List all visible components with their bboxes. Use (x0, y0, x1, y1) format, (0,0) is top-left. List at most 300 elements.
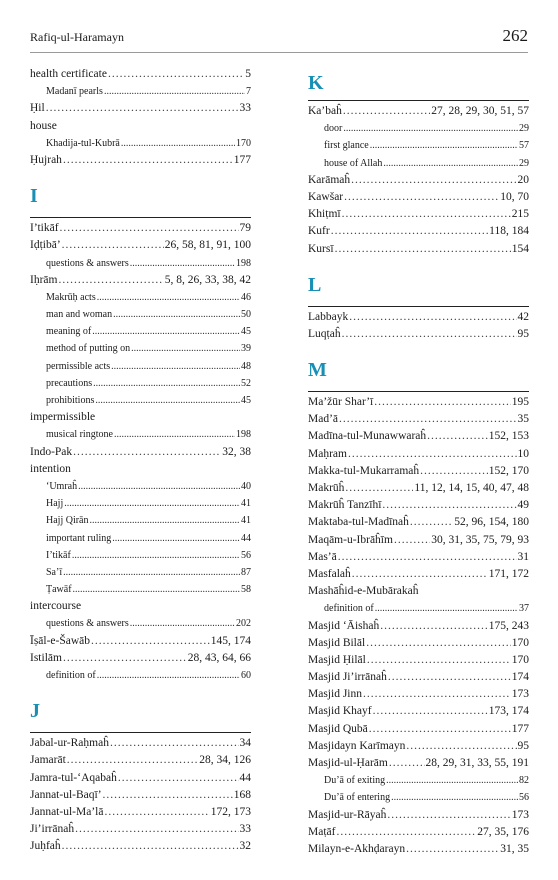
index-entry (30, 650, 251, 667)
index-entry (308, 755, 529, 772)
dot-leader (62, 838, 239, 855)
index-entry (308, 824, 529, 841)
page-references: 60 (241, 670, 251, 681)
index-entry (30, 787, 251, 804)
dot-leader (64, 495, 240, 512)
page-references: 45 (241, 395, 251, 406)
page-references: 28, 34, 126 (199, 754, 251, 767)
index-subentry (308, 155, 529, 172)
page-references: 170 (236, 137, 251, 149)
index-term: Du’ā of exiting (324, 775, 386, 787)
index-term: Du’ā of entering (324, 792, 391, 804)
dot-leader (63, 650, 187, 667)
page-references: 10, 70 (500, 190, 529, 203)
page-references: 152, 170 (488, 464, 529, 477)
index-term: Masjid Bilāl (308, 636, 366, 649)
section-rule (30, 732, 251, 733)
index-term: Ṭawāf (46, 584, 72, 596)
dot-leader (112, 530, 240, 547)
dot-leader (67, 752, 198, 769)
page-references: 41 (241, 498, 251, 510)
dot-leader (104, 804, 209, 821)
index-term: Jannat-ul-Ma’lā (30, 805, 104, 818)
dot-leader (349, 309, 516, 326)
page-references: 177 (511, 722, 529, 735)
index-subentry (30, 530, 251, 547)
index-term: Hajj (46, 498, 64, 510)
index-entry (308, 172, 529, 189)
page-references: 50 (241, 309, 251, 321)
page-references: 29 (519, 157, 529, 169)
index-entry (308, 241, 529, 258)
page-references: 52, 96, 154, 180 (454, 516, 529, 529)
dot-leader (60, 220, 239, 237)
index-term: Masjid Jinn (308, 688, 362, 701)
index-entry (308, 189, 529, 206)
index-term: first glance (324, 140, 369, 152)
index-term: Sa’ī (46, 566, 63, 578)
index-subentry (308, 137, 529, 154)
index-term: Istilām (30, 651, 62, 664)
index-entry (308, 394, 529, 411)
index-term: Ma’žūr Shar’ī (308, 396, 374, 409)
page-references: 118, 184 (489, 225, 529, 238)
index-subentry (30, 358, 251, 375)
index-entry (30, 272, 251, 289)
index-subentry (30, 289, 251, 306)
page-references: 44 (241, 532, 251, 544)
dot-leader (369, 721, 511, 738)
dot-leader (108, 66, 244, 83)
page-references: 28, 29, 31, 33, 55, 191 (425, 757, 529, 769)
index-term: permissible acts (46, 360, 111, 372)
dot-leader (58, 272, 163, 289)
dot-leader (95, 392, 240, 409)
index-term: Masjid-ur-Rāyaĥ (308, 808, 387, 821)
index-entry (308, 566, 529, 583)
dot-leader (335, 241, 511, 258)
index-entry (308, 532, 529, 549)
index-entry (30, 804, 251, 821)
page-references: 29 (519, 123, 529, 135)
page-references: 5, 8, 26, 33, 38, 42 (164, 273, 251, 286)
index-term: Kawšar (308, 190, 344, 203)
index-entry (308, 841, 529, 858)
page-references: 174 (511, 671, 529, 684)
index-term: ‘Umraĥ (46, 480, 78, 492)
index-term: Makka-tul-Mukarramaĥ (308, 464, 420, 477)
letter-heading-k: K (308, 72, 324, 94)
index-entry (30, 100, 251, 117)
dot-leader (339, 411, 516, 428)
page-references: 35 (517, 413, 529, 426)
dot-leader (388, 669, 511, 686)
page-references: 175, 243 (488, 619, 529, 632)
index-entry (308, 514, 529, 531)
index-heading-term: intercourse (30, 600, 82, 613)
page-references: 58 (241, 584, 251, 596)
index-entry (308, 428, 529, 445)
dot-leader (93, 375, 240, 392)
page-references: 26, 58, 81, 91, 100 (164, 239, 251, 252)
dot-leader (367, 652, 511, 669)
page-references: 95 (517, 739, 529, 752)
section-rule (308, 391, 529, 392)
dot-leader (114, 426, 235, 443)
page-references: 145, 174 (210, 634, 251, 647)
page-references: 87 (241, 566, 251, 578)
index-term: Khadija-tul-Kubrā (46, 137, 120, 149)
index-subentry (30, 581, 251, 598)
dot-leader (383, 155, 518, 172)
page-references: 44 (239, 771, 251, 784)
dot-leader (391, 789, 518, 806)
dot-leader (370, 137, 518, 154)
index-entry (308, 721, 529, 738)
index-subentry (30, 340, 251, 357)
dot-leader (373, 703, 488, 720)
index-entry (308, 223, 529, 240)
index-entry (308, 686, 529, 703)
running-title: Rafiq-ul-Haramayn (30, 30, 124, 44)
page-references: 30, 31, 35, 75, 79, 93 (431, 533, 529, 546)
index-term: man and woman (46, 309, 113, 321)
index-term: Makrūĥ (308, 482, 345, 494)
dot-leader (103, 787, 233, 804)
index-term: Maqām-u-Ibrāĥīm (308, 533, 393, 546)
index-column-left (30, 66, 251, 856)
index-heading-term: house (30, 119, 57, 132)
index-entry (30, 633, 251, 650)
index-term: Jamra-tul-‘Aqabaĥ (30, 771, 117, 784)
index-term: Maktaba-tul-Madīnaĥ (308, 516, 409, 529)
page-references: 195 (511, 396, 529, 409)
dot-leader (111, 358, 240, 375)
index-term: definition of (46, 670, 96, 681)
index-term: Ji’irrānaĥ (30, 823, 75, 836)
dot-leader (380, 618, 488, 635)
page-references: 33 (239, 823, 251, 836)
index-subentry (30, 83, 251, 100)
index-group-h (30, 66, 251, 169)
dot-leader (344, 189, 499, 206)
index-term: Ḥil (30, 102, 45, 115)
dot-leader (343, 120, 518, 137)
index-term: I’tikāf (46, 549, 71, 561)
page-references: 39 (241, 343, 251, 355)
dot-leader (375, 600, 518, 617)
index-entry (308, 463, 529, 480)
page-references: 154 (511, 242, 529, 255)
index-term: Indo-Pak (30, 445, 73, 458)
page-references: 46 (241, 291, 251, 303)
page-references: 168 (233, 788, 251, 801)
index-term: prohibitions (46, 395, 95, 406)
index-entry (308, 103, 529, 120)
index-term: health certificate (30, 68, 107, 80)
page-references: 20 (517, 173, 529, 186)
dot-leader (389, 755, 425, 772)
index-term: door (324, 123, 343, 135)
dot-leader (387, 807, 510, 824)
page-references: 37 (519, 603, 529, 615)
section-rule (308, 306, 529, 307)
index-heading-term: Mashāĥid-e-Mubārakaĥ (308, 585, 419, 598)
index-term: meaning of (46, 326, 92, 338)
index-term: Masjid Ji’irrānaĥ (308, 671, 387, 684)
index-term: Luqṭaĥ (308, 327, 341, 340)
letter-heading-m: M (308, 359, 327, 382)
dot-leader (97, 289, 240, 306)
dot-leader (46, 100, 239, 117)
dot-leader (90, 512, 241, 529)
index-term: Juḥfaĥ (30, 840, 61, 853)
dot-leader (343, 103, 430, 120)
index-entry (30, 152, 251, 169)
index-group-m (308, 394, 529, 858)
dot-leader (427, 428, 488, 445)
index-entry (308, 480, 529, 497)
page-references: 95 (517, 327, 529, 340)
index-subentry (308, 600, 529, 617)
dot-leader (73, 444, 221, 461)
letter-heading-i: I (30, 185, 38, 208)
index-entry (30, 838, 251, 855)
dot-leader (351, 172, 516, 189)
dot-leader (63, 564, 240, 581)
index-term: Masjid Qubā (308, 722, 368, 735)
dot-leader (352, 566, 488, 583)
index-entry (308, 669, 529, 686)
index-entry (30, 66, 251, 83)
index-heading-term: intention (30, 462, 71, 475)
index-entry (30, 735, 251, 752)
page-references: 5 (245, 68, 251, 80)
index-term: Madanī pearls (46, 86, 103, 98)
index-term: Iḍṭibā’ (30, 239, 61, 252)
index-term: Hajj Qirān (46, 515, 89, 527)
index-subentry (30, 478, 251, 495)
dot-leader (374, 394, 511, 411)
index-term: Milayn-e-Akhḍarayn (308, 842, 406, 855)
dot-leader (342, 326, 517, 343)
page-references: 170 (511, 636, 529, 649)
dot-leader (121, 135, 235, 152)
letter-heading-j: J (30, 700, 40, 723)
dot-leader (131, 340, 240, 357)
page-references: 32 (239, 840, 251, 853)
index-term: Labbayk (308, 310, 349, 323)
index-entry (308, 326, 529, 343)
page-references: 28, 43, 64, 66 (187, 651, 251, 664)
index-entry (308, 206, 529, 223)
index-term: questions & answers (46, 257, 129, 269)
index-term: Maḥram (308, 447, 347, 460)
page-references: 198 (236, 429, 251, 441)
index-term: house of Allah (324, 157, 383, 169)
index-term: I’tikāf (30, 222, 59, 235)
index-term: musical ringtone (46, 429, 113, 441)
index-entry (308, 497, 529, 514)
index-entry (308, 738, 529, 755)
index-term: Masfalaĥ (308, 567, 351, 580)
index-subentry (30, 495, 251, 512)
index-subentry (308, 772, 529, 789)
index-subentry (30, 135, 251, 152)
page-references: 56 (241, 549, 251, 561)
index-entry (308, 652, 529, 669)
index-entry (308, 549, 529, 566)
index-entry (30, 444, 251, 461)
index-subentry (30, 547, 251, 564)
section-rule (308, 100, 529, 101)
index-group-l (308, 309, 529, 343)
index-term: important ruling (46, 532, 112, 544)
index-term: questions & answers (46, 618, 129, 630)
dot-leader (420, 463, 488, 480)
dot-leader (331, 223, 488, 240)
index-subentry (30, 512, 251, 529)
page-references: 32, 38 (222, 445, 251, 458)
page-references: 202 (236, 618, 251, 630)
index-term: Ḥujrah (30, 153, 62, 166)
page-references: 56 (519, 792, 529, 804)
page-references: 31, 35 (500, 842, 529, 855)
dot-leader (382, 497, 516, 514)
index-term: Kursī (308, 242, 334, 255)
page-references: 152, 153 (488, 430, 529, 443)
page-references: 11, 12, 14, 15, 40, 47, 48 (414, 482, 529, 494)
index-term: Mas’ā (308, 550, 337, 563)
index-group-i (30, 220, 251, 684)
index-subentry (30, 323, 251, 340)
page-number: 262 (502, 26, 528, 45)
index-subentry (30, 667, 251, 684)
index-term: Maṭāf (308, 825, 336, 838)
index-term: Masjid Ḥilāl (308, 653, 366, 666)
page-references: 177 (233, 153, 251, 166)
index-entry (308, 411, 529, 428)
dot-leader (336, 824, 476, 841)
letter-heading-l: L (308, 273, 322, 296)
index-subentry (30, 392, 251, 409)
index-term: Īṣāl-e-Šawāb (30, 634, 91, 647)
index-subentry (30, 375, 251, 392)
page-references: 45 (241, 326, 251, 338)
index-term: Jamarāt (30, 754, 66, 767)
page-references: 27, 35, 176 (477, 825, 529, 838)
page-references: 173, 174 (488, 705, 529, 718)
index-entry (308, 309, 529, 326)
index-term: Iḥrām (30, 273, 58, 286)
index-term: Makrūĥ Tanzīhī (308, 499, 382, 512)
page-references: 52 (241, 377, 251, 389)
dot-leader (104, 83, 245, 100)
index-subentry (30, 615, 251, 632)
page-references: 42 (517, 310, 529, 323)
section-rule (30, 217, 251, 218)
index-subentry (30, 426, 251, 443)
index-entry (30, 220, 251, 237)
index-entry (30, 237, 251, 254)
page-header (30, 26, 528, 53)
dot-leader (348, 446, 517, 463)
page-references: 33 (239, 102, 251, 115)
dot-leader (130, 615, 235, 632)
page-references: 171, 172 (488, 567, 529, 580)
index-group-j (30, 735, 251, 855)
dot-leader (73, 581, 240, 598)
index-column-right (308, 66, 529, 858)
index-subentry (30, 564, 251, 581)
page-references: 27, 28, 29, 30, 51, 57 (431, 105, 529, 117)
page-references: 7 (246, 86, 251, 98)
dot-leader (338, 549, 517, 566)
page-references: 82 (519, 775, 529, 787)
dot-leader (130, 255, 235, 272)
dot-leader (91, 633, 210, 650)
dot-leader (406, 738, 516, 755)
page-references: 198 (236, 257, 251, 269)
index-term: Masjid ‘Āishaĥ (308, 619, 380, 632)
page-references: 34 (239, 737, 251, 750)
page-references: 48 (241, 360, 251, 372)
dot-leader (366, 635, 511, 652)
dot-leader (342, 206, 511, 223)
index-term: definition of (324, 603, 374, 615)
index-heading-term: impermissible (30, 411, 96, 424)
dot-leader (97, 667, 240, 684)
dot-leader (113, 306, 240, 323)
page-references: 10 (517, 447, 529, 460)
index-entry (30, 752, 251, 769)
index-term: Masjid Khayf (308, 705, 372, 718)
dot-leader (363, 686, 511, 703)
index-term: Kufr (308, 225, 330, 238)
dot-leader (62, 237, 164, 254)
page-references: 172, 173 (210, 805, 251, 818)
dot-leader (78, 478, 240, 495)
index-entry (308, 807, 529, 824)
index-subentry (30, 306, 251, 323)
index-term: Makrūḥ acts (46, 291, 96, 303)
index-entry (308, 635, 529, 652)
index-entry (308, 703, 529, 720)
index-term: precautions (46, 377, 93, 389)
index-term: Masjidayn Karīmayn (308, 739, 406, 752)
index-term: method of putting on (46, 343, 131, 355)
dot-leader (386, 772, 518, 789)
index-entry (308, 618, 529, 635)
index-term: Karāmaĥ (308, 173, 351, 186)
dot-leader (110, 735, 239, 752)
page-references: 173 (511, 808, 529, 821)
page-references: 173 (511, 688, 529, 701)
dot-leader (75, 821, 238, 838)
index-term: Jabal-ur-Raḥmaĥ (30, 737, 109, 750)
index-subentry (30, 255, 251, 272)
dot-leader (394, 532, 430, 549)
index-entry (30, 770, 251, 787)
page-references: 40 (241, 480, 251, 492)
dot-leader (345, 480, 413, 497)
page-references: 79 (239, 222, 251, 235)
dot-leader (72, 547, 240, 564)
page-references: 49 (517, 499, 529, 512)
index-term: Jannat-ul-Baqī’ (30, 788, 102, 801)
page-references: 215 (511, 208, 529, 221)
dot-leader (118, 770, 239, 787)
